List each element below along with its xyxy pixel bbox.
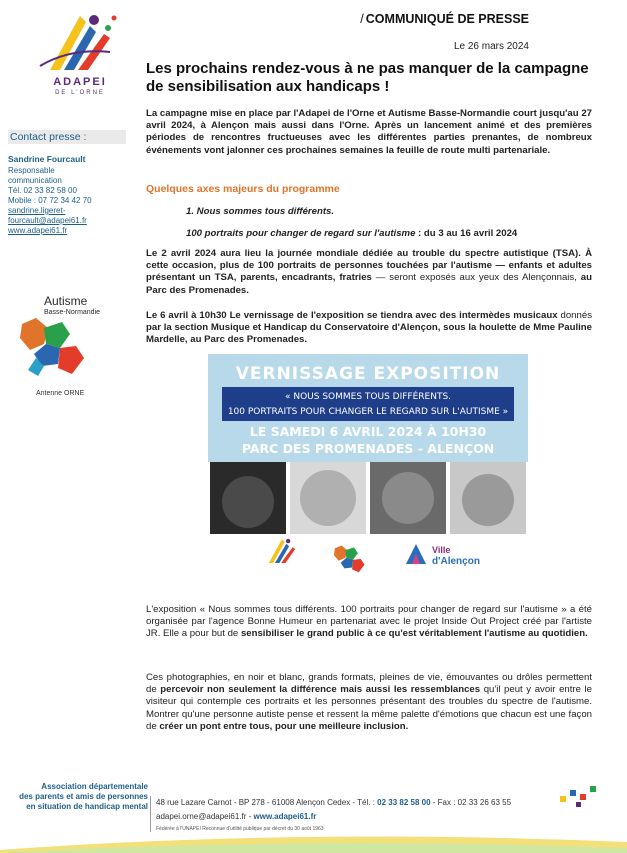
portrait-photos	[208, 462, 528, 534]
banner-subtitle-box	[222, 387, 514, 421]
contact-panel	[8, 130, 126, 236]
vernissage-banner	[208, 354, 528, 584]
decorative-dots	[554, 782, 604, 812]
logo-subtitle: DE L'ORNE	[55, 90, 105, 96]
footer-divider	[150, 796, 151, 832]
autisme-subtitle: Basse-Normandie	[44, 309, 101, 316]
paragraph-exhibition: L'exposition « Nous sommes tous différents. 100 portraits pour changer de regard sur l'autisme » a été organisée par l'agence Bonne Humeur en partenariat avec le projet Inside Out Project créé par l'artiste JR. Elle a pour but de sensibiliser le grand public à ce qu'est véritablement l'autisme au quotidien.	[146, 604, 592, 640]
ville-name: d'Alençon	[432, 556, 480, 567]
contact-role: Responsable	[8, 166, 55, 175]
contact-phone: Tél. 02 33 82 58 00	[8, 186, 77, 195]
contact-mobile: Mobile : 07 72 34 42 70	[8, 196, 92, 205]
footer-legal: Fédérée à l'UNAPEI Reconnue d'utilité publique par décret du 30 août 1963	[156, 826, 324, 832]
section-subheading: Quelques axes majeurs du programme	[146, 183, 340, 195]
antenne-label: Antenne ORNE	[36, 390, 85, 397]
footer-org-line: Association départementale	[41, 782, 148, 791]
paragraph-world-day: Le 2 avril 2024 aura lieu la journée mondiale dédiée au trouble du spectre autistique (TSA). À cette occasion, plus de 100 portraits de personnes touchées par l'autisme — enfants et adultes présentant un TSA, parents, encadrants, fratries — seront exposés aux yeux des Alençonnais, au Parc des Promenades.	[146, 248, 592, 296]
banner-line: « NOUS SOMMES TOUS DIFFÉRENTS.	[284, 392, 452, 402]
press-release-label: / COMMUNIQUÉ DE PRESSE	[360, 12, 529, 26]
program-item: 1. Nous sommes tous différents.	[186, 206, 335, 217]
footer-organization	[10, 782, 148, 812]
banner-line: 100 PORTRAITS POUR CHANGER LE REGARD SUR L'AUTISME »	[227, 407, 509, 417]
footer-swoosh	[0, 832, 627, 853]
contact-name: Sandrine Fourcault	[8, 154, 86, 164]
ville-label: Ville	[432, 545, 451, 555]
contact-email-link[interactable]: fourcault@adapei61.fr	[8, 216, 87, 225]
ville-alencon-logo	[402, 540, 430, 568]
footer-org-line: des parents et amis de personnes	[19, 792, 148, 801]
autisme-title: Autisme	[44, 294, 88, 308]
page-title: Les prochains rendez-vous à ne pas manquer de la campagne de sensibilisation aux handicaps !	[146, 60, 589, 95]
banner-place: PARC DES PROMENADES - ALENÇON	[241, 441, 495, 456]
footer-contact: adapei.orne@adapei61.fr - www.adapei61.fr	[156, 812, 317, 821]
paragraph-vernissage: Le 6 avril à 10h30 Le vernissage de l'exposition se tiendra avec des intermèdes musicaux donnés par la section Musique et Handicap du Conservatoire d'Alençon, sous la houlette de Mme Pauline Mardelle, au Parc des Promenades.	[146, 310, 592, 346]
contact-website-link[interactable]: www.adapei61.fr	[8, 226, 68, 235]
intro-paragraph: La campagne mise en place par l'Adapei de l'Orne et Autisme Basse-Normandie court jusqu'au 27 avril 2024, à Alençon mais aussi dans l'Orne. Après un lancement animé et des premières périodes de rencontres fructueuses avec les différentes parties prenantes, de nombreux événements vont jalonner ces prochaines semaines la feuille de route multi partenariale.	[146, 108, 592, 156]
banner-title: VERNISSAGE EXPOSITION	[235, 364, 501, 384]
footer-org-line: en situation de handicap mental	[26, 802, 148, 811]
contact-email-link[interactable]: sandrine.ligeret-	[8, 206, 66, 215]
autisme-logo-small	[330, 534, 378, 578]
program-item: 100 portraits pour changer de regard sur l'autisme : du 3 au 16 avril 2024	[186, 228, 518, 239]
banner-date: LE SAMEDI 6 AVRIL 2024 À 10H30	[249, 424, 487, 439]
adapei-logo-small	[260, 534, 304, 578]
press-date: Le 26 mars 2024	[453, 41, 529, 52]
paragraph-photographs: Ces photographies, en noir et blanc, grands formats, pleines de vie, émouvantes ou drôles permettent de percevoir non seulement la différence mais aussi les ressemblances qu'il peut y avoir entre le visiteur qui contemple ces portraits et les personnes présentant des troubles du spectre de l'autisme. Montrer qu'une personne autiste pense et ressent la même palette d'émotions que chacun est une façon de créer un pont entre tous, pour une meilleure inclusion.	[146, 672, 592, 732]
contact-role: communication	[8, 176, 62, 185]
contact-label: Contact presse :	[8, 130, 126, 144]
logo-name: ADAPEI	[53, 76, 107, 88]
footer-address: 48 rue Lazare Carnot - BP 278 - 61008 Alençon Cedex - Tél. : 02 33 82 58 00 - Fax : 02 33 26 63 55	[156, 798, 512, 807]
